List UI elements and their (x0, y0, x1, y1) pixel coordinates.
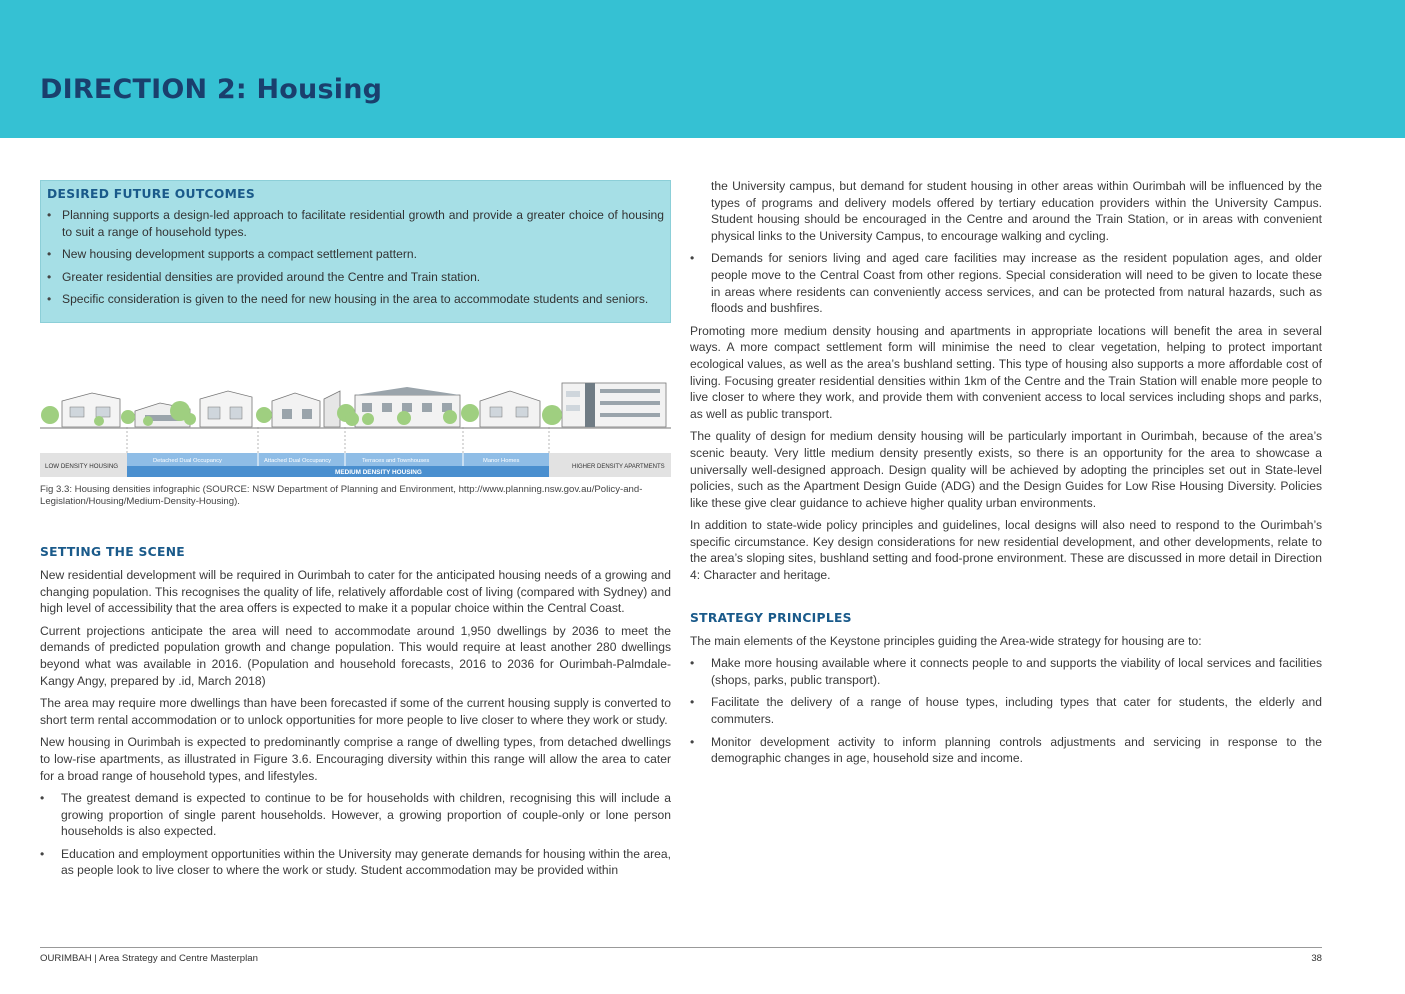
outcomes-heading: DESIRED FUTURE OUTCOMES (47, 187, 256, 201)
outcome-item: • Greater residential densities are provided around the Centre and Train station. (47, 269, 664, 286)
continued-bullet (690, 178, 1322, 244)
label-medium-density: MEDIUM DENSITY HOUSING (335, 468, 422, 476)
body-paragraph: Promoting more medium density housing and apartments in appropriate locations will benefit the area in several ways. A more compact settlement form will minimise the need to clear vegetation, helping to protect important ecological values, as well as the area’s bushland setting. This type of housing also supports a more affordable cost of living. Focusing greater residential densities within 1km of the Centre and the Train Station will enable more people to live closer to where they work, and provide them with convenient access to local services including shops and parks, as well as public transport. (690, 323, 1322, 421)
figure-caption: Fig 3.3: Housing densities infographic (SOURCE: NSW Department of Planning and Environment, http://www.planning.nsw.gov.au/Policy-and-Legislation/Housing/Medium-Density-Housing). (40, 483, 643, 507)
setting-bullet: • Education and employment opportunities within the University may generate demands for housing within the area, as people look to live closer to where the work or study. Student accommodation may be provided within (40, 846, 671, 879)
body-paragraph: In addition to state-wide policy principles and guidelines, local designs will also need to respond to the Ourimbah’s specific circumstance. Key design considerations for new residential development, and other developments, relate to the area’s sloping sites, bushland setting and food-prone environment. These are discussed in more detail in Direction 4: Character and heritage. (690, 518, 1322, 583)
strategy-bullets (690, 655, 1322, 767)
setting-paragraph: New housing in Ourimbah is expected to predominantly comprise a range of dwelling types, from detached dwellings to low-rise apartments, as illustrated in Figure 3.6. Encouraging diversity within this range will allow the area to cater for a broad range of household types, and lifestyles. (40, 735, 671, 783)
strategy-bullet: • Make more housing available where it connects people to and supports the viability of local services and facilities (shops, parks, public transport). (690, 655, 1322, 688)
label-detached-dual: Detached Dual Occupancy (153, 457, 222, 464)
right-column (690, 178, 1322, 773)
footer-title: OURIMBAH | Area Strategy and Centre Masterplan (40, 953, 258, 964)
page-header (0, 0, 1405, 138)
continued-text: the University campus, but demand for student housing in other areas within Ourimbah will be influenced by the types of programs and delivery models offered by tertiary education providers within the University Campus. Student housing should be encouraged in the Centre and around the Train Station, or in areas with convenient physical links to the University Campus, to encourage walking and cycling. (711, 179, 1322, 243)
apartment-building (562, 383, 666, 427)
desired-outcomes-box (40, 180, 671, 323)
seniors-bullet: • Demands for seniors living and aged care facilities may increase as the resident population ages, and older people move to the Central Coast from other regions. Special consideration will need to be given to locate these in areas where residents can conveniently access services, and can be protected from natural hazards, such as floods and bushfires. (690, 250, 1322, 316)
label-attached-dual: Attached Dual Occupancy (264, 457, 332, 464)
page-title: DIRECTION 2: Housing (40, 74, 383, 105)
setting-paragraph: New residential development will be required in Ourimbah to cater for the anticipated housing needs of a growing and changing population. This recognises the quality of life, relatively affordable cost of living (compared with Sydney) and high level of accessibility that the area offers is expected to make it a popular choice within the Central Coast. (40, 567, 671, 616)
label-manor: Manor Homes (483, 457, 520, 464)
strategy-intro: The main elements of the Keystone principles guiding the Area-wide strategy for housing are to: (690, 633, 1202, 648)
outcome-item: • New housing development supports a compact settlement pattern. (47, 246, 664, 263)
outcomes-list (47, 207, 664, 308)
label-terraces: Terraces and Townhouses (362, 457, 430, 464)
seniors-bullets (690, 250, 1322, 316)
body-paragraph: The quality of design for medium density housing will be particularly important in Ourimbah, because of the area’s scenic beauty. Very little medium density presently exists, so there is an opportunity for the area to showcase a universally well-designed approach. Design quality will be achieved by adopting the principles set out in State-level policies, such as the Apartment Design Guide (ADG) and the Design Guides for Low Rise Housing Diversity. Policies like these give clear guidance to achieve higher quality urban environments. (690, 429, 1322, 510)
footer-divider (40, 947, 1322, 948)
setting-paragraph: The area may require more dwellings than have been forecasted if some of the current housing supply is converted to short term rental accommodation or to unlock opportunities for more people to live closer to where they work or study. (40, 696, 671, 727)
housing-illustration (40, 381, 671, 478)
left-column (40, 180, 671, 885)
label-high-density: HIGHER DENSITY APARTMENTS (572, 463, 665, 470)
separators (127, 427, 549, 453)
strategy-bullet: • Monitor development activity to inform planning controls adjustments and servicing in response to the demographic changes in age, household size and income. (690, 734, 1322, 767)
strategy-heading: STRATEGY PRINCIPLES (690, 610, 852, 625)
housing-densities-infographic (40, 381, 671, 478)
setting-bullets (40, 790, 671, 879)
outcome-item: • Specific consideration is given to the need for new housing in the area to accommodate students and seniors. (47, 291, 664, 308)
manor-home (480, 391, 540, 427)
strategy-bullet: • Facilitate the delivery of a range of house types, including types that cater for students, the elderly and commuters. (690, 694, 1322, 727)
low-density-houses (62, 391, 252, 427)
dual-occupancy-houses (272, 391, 340, 427)
setting-paragraph: Current projections anticipate the area will need to accommodate around 1,950 dwellings by 2036 to meet the demands of predicted population growth and change population. This would require at least another 280 dwellings beyond what was available in 2016. (Population and household forecasts, 2016 to 2036 for Ourimbah-Palmdale-Kangy Angy, prepared by .id, March 2018) (40, 623, 671, 688)
label-low-density: LOW DENSITY HOUSING (45, 462, 119, 470)
setting-heading: SETTING THE SCENE (40, 544, 185, 559)
page-number: 38 (1311, 953, 1322, 964)
setting-bullet: • The greatest demand is expected to continue to be for households with children, recognising this will include a growing proportion of single parent households. However, a growing proportion of couple-only or lone person households is also expected. (40, 790, 671, 840)
outcome-item: • Planning supports a design-led approach to facilitate residential growth and provide a greater choice of housing to suit a range of household types. (47, 207, 664, 240)
